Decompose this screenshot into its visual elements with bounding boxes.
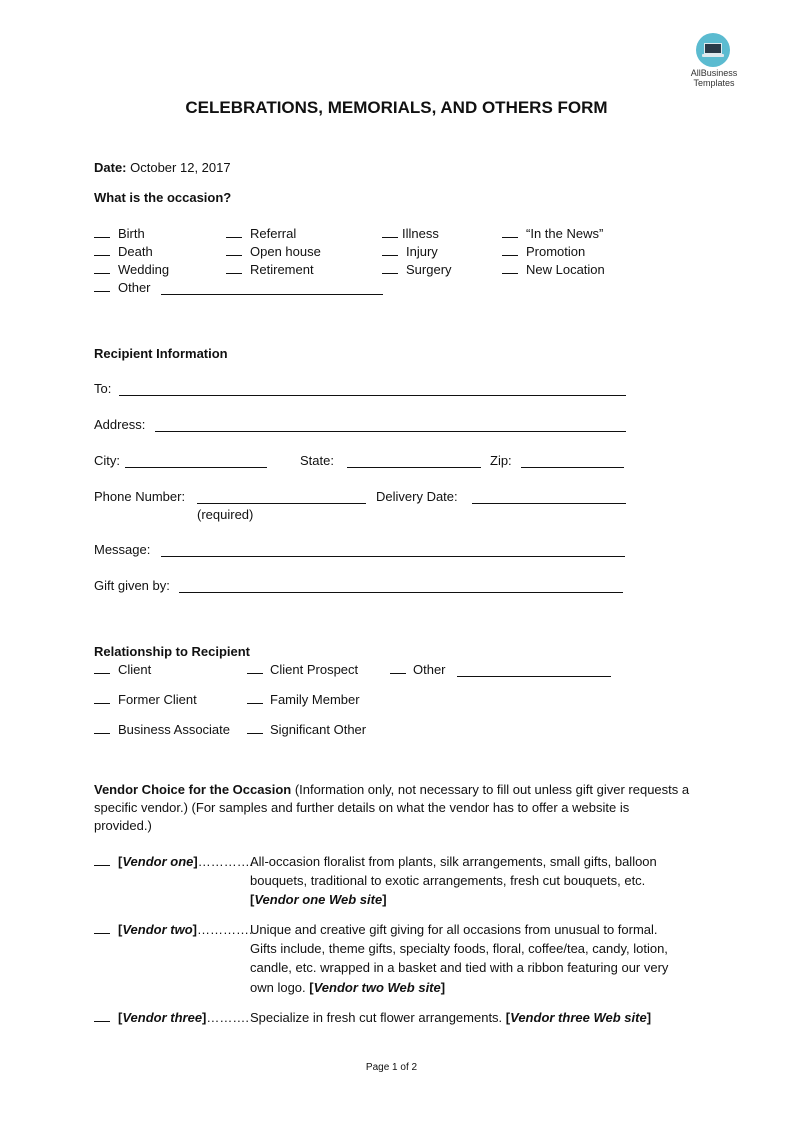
occasion-option[interactable]: New Location xyxy=(502,262,605,277)
vendor-two-option[interactable]: [Vendor two]…………. xyxy=(94,922,253,937)
phone-field[interactable] xyxy=(197,503,366,504)
checkbox-blank[interactable] xyxy=(247,732,263,734)
occasion-option[interactable]: “In the News” xyxy=(502,226,603,241)
relationship-option[interactable]: Client Prospect xyxy=(247,662,358,677)
gift-field[interactable] xyxy=(179,592,623,593)
checkbox-blank[interactable] xyxy=(247,672,263,674)
relationship-option[interactable]: Significant Other xyxy=(247,722,366,737)
city-field[interactable] xyxy=(125,467,267,468)
relationship-option[interactable]: Former Client xyxy=(94,692,197,707)
checkbox-blank[interactable] xyxy=(226,254,242,256)
checkbox-blank[interactable] xyxy=(94,1020,110,1022)
occasion-option[interactable]: Other xyxy=(94,280,151,295)
address-label: Address: xyxy=(94,417,146,432)
phone-label: Phone Number: xyxy=(94,489,186,504)
checkbox-blank[interactable] xyxy=(382,272,398,274)
vendor-intro-line2: specific vendor.) (For samples and further details on what the vendor has to offer a website is xyxy=(94,800,630,815)
date-value: October 12, 2017 xyxy=(126,160,231,175)
vendor-heading: Vendor Choice for the Occasion xyxy=(94,782,292,797)
occasion-option[interactable]: Wedding xyxy=(94,262,169,277)
checkbox-blank[interactable] xyxy=(382,236,398,238)
page-title: CELEBRATIONS, MEMORIALS, AND OTHERS FORM xyxy=(185,98,608,117)
relationship-option[interactable]: Family Member xyxy=(247,692,360,707)
vendor-two-site-link[interactable]: [Vendor two Web site] xyxy=(309,980,446,995)
vendor-three-name: Vendor three xyxy=(122,1010,203,1025)
occasion-option[interactable]: Illness xyxy=(382,226,439,241)
checkbox-blank[interactable] xyxy=(390,672,406,674)
recipient-heading: Recipient Information xyxy=(94,346,228,361)
gift-label: Gift given by: xyxy=(94,578,170,593)
state-field[interactable] xyxy=(347,467,481,468)
zip-label: Zip: xyxy=(490,453,512,468)
vendor-one-site-link[interactable]: [Vendor one Web site] xyxy=(250,892,387,907)
relationship-heading: Relationship to Recipient xyxy=(94,644,251,659)
vendor-three-option[interactable]: [Vendor three]………. xyxy=(94,1010,249,1025)
other-relationship-field[interactable] xyxy=(457,676,611,677)
checkbox-blank[interactable] xyxy=(94,254,110,256)
logo-line2: Templates xyxy=(693,78,735,88)
vendor-two-name: Vendor two xyxy=(122,922,193,937)
zip-field[interactable] xyxy=(521,467,624,468)
vendor-intro-line3: provided.) xyxy=(94,818,152,833)
vendor-intro-text: (Information only, not necessary to fill out unless gift giver requests a xyxy=(291,782,690,797)
occasion-option[interactable]: Open house xyxy=(226,244,321,259)
vendor-one-name: Vendor one xyxy=(122,854,194,869)
occasion-option[interactable]: Retirement xyxy=(226,262,314,277)
occasion-option[interactable]: Promotion xyxy=(502,244,585,259)
delivery-field[interactable] xyxy=(472,503,626,504)
vendor-two-desc3: candle, etc. wrapped in a basket and tied with a ribbon featuring our very xyxy=(250,960,669,975)
delivery-label: Delivery Date: xyxy=(376,489,458,504)
address-field[interactable] xyxy=(155,431,626,432)
vendor-one-desc1: All-occasion floralist from plants, silk arrangements, small gifts, balloon xyxy=(250,854,657,869)
vendor-three-site-link[interactable]: [Vendor three Web site] xyxy=(505,1010,652,1025)
state-label: State: xyxy=(300,453,334,468)
checkbox-blank[interactable] xyxy=(94,702,110,704)
to-field[interactable] xyxy=(119,395,626,396)
checkbox-blank[interactable] xyxy=(502,236,518,238)
vendor-three-desc1: Specialize in fresh cut flower arrangements. [Vendor three Web site] xyxy=(250,1010,652,1025)
relationship-option[interactable]: Client xyxy=(94,662,151,677)
vendor-two-dots: …………. xyxy=(196,922,253,937)
relationship-option[interactable]: Business Associate xyxy=(94,722,230,737)
vendor-three-dots: ………. xyxy=(206,1010,250,1025)
checkbox-blank[interactable] xyxy=(502,254,518,256)
occasion-option[interactable]: Surgery xyxy=(382,262,452,277)
to-label: To: xyxy=(94,381,112,396)
checkbox-blank[interactable] xyxy=(247,702,263,704)
message-label: Message: xyxy=(94,542,151,557)
phone-required-note: (required) xyxy=(197,507,254,522)
vendor-intro-line1 xyxy=(94,782,689,797)
city-label: City: xyxy=(94,453,120,468)
logo-laptop-icon xyxy=(696,33,730,67)
checkbox-blank[interactable] xyxy=(94,236,110,238)
occasion-option[interactable]: Injury xyxy=(382,244,438,259)
page-number: Page 1 of 2 xyxy=(365,1062,418,1073)
checkbox-blank[interactable] xyxy=(94,272,110,274)
relationship-option[interactable]: Other xyxy=(390,662,446,677)
occasion-option[interactable]: Birth xyxy=(94,226,145,241)
vendor-two-desc4: own logo. [Vendor two Web site] xyxy=(250,980,446,995)
vendor-one-desc2: bouquets, traditional to exotic arrangements, fresh cut bouquets, etc. xyxy=(250,873,646,888)
occasion-option[interactable]: Death xyxy=(94,244,153,259)
vendor-one-option[interactable]: [Vendor one]…………. xyxy=(94,854,253,869)
checkbox-blank[interactable] xyxy=(94,932,110,934)
checkbox-blank[interactable] xyxy=(226,236,242,238)
other-occasion-field[interactable] xyxy=(161,294,383,295)
checkbox-blank[interactable] xyxy=(94,290,110,292)
checkbox-blank[interactable] xyxy=(94,672,110,674)
checkbox-blank[interactable] xyxy=(226,272,242,274)
checkbox-blank[interactable] xyxy=(502,272,518,274)
date-label: Date: xyxy=(94,160,127,175)
logo-line1: AllBusiness xyxy=(690,68,738,78)
occasion-option[interactable]: Referral xyxy=(226,226,296,241)
vendor-two-desc2: Gifts include, theme gifts, specialty foods, floral, coffee/tea, candy, lotion, xyxy=(250,941,668,956)
occasion-question: What is the occasion? xyxy=(94,190,232,205)
checkbox-blank[interactable] xyxy=(94,732,110,734)
vendor-two-desc1: Unique and creative gift giving for all occasions from unusual to formal. xyxy=(250,922,658,937)
logo-text xyxy=(680,68,748,88)
checkbox-blank[interactable] xyxy=(94,864,110,866)
date-line xyxy=(94,160,231,175)
message-field[interactable] xyxy=(161,556,625,557)
checkbox-blank[interactable] xyxy=(382,254,398,256)
vendor-one-dots: …………. xyxy=(197,854,254,869)
